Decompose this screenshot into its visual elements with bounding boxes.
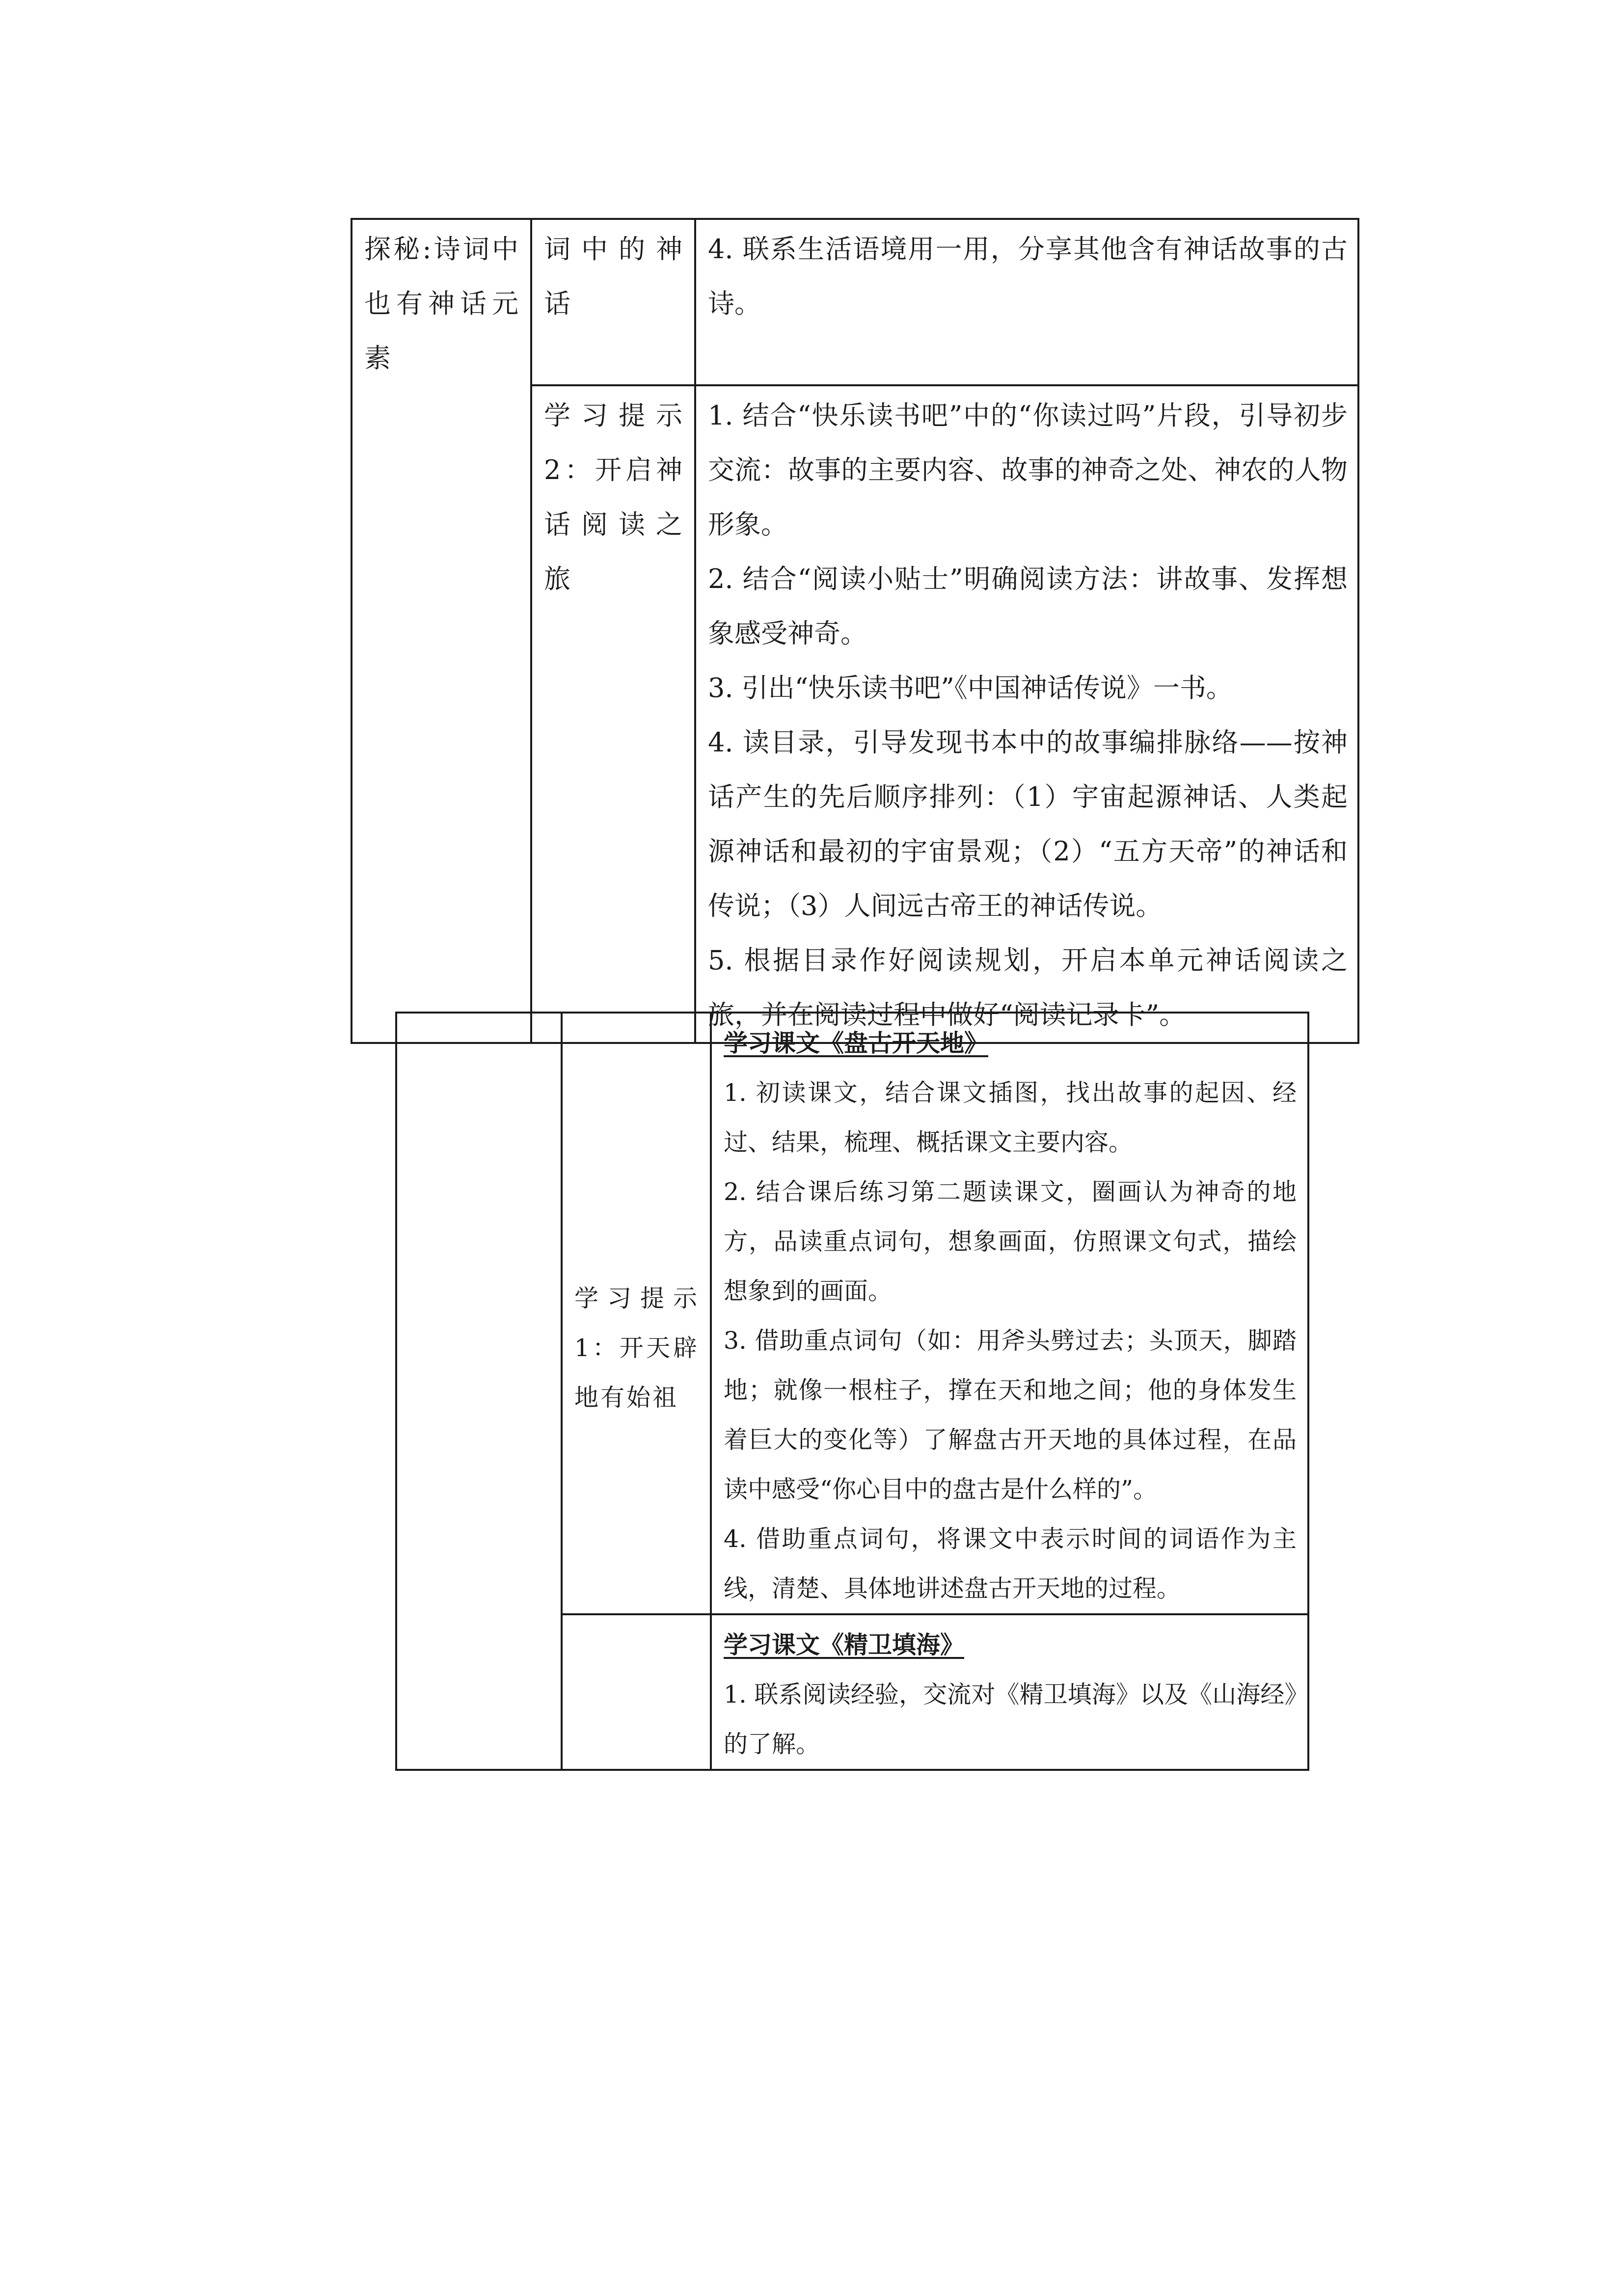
- activity-item: 1. 结合“快乐读书吧”中的“你读过吗”片段，引导初步交流：故事的主要内容、故事的神奇之处、神农的人物形象。: [708, 400, 1348, 540]
- activity-cell: [711, 1013, 1308, 1614]
- topic-label: 学习提示2：开启神话阅读之旅: [544, 400, 684, 594]
- lesson-table-lower: [395, 1012, 1309, 1771]
- table-row: [352, 385, 1358, 1043]
- empty-cell: [396, 1614, 562, 1770]
- topic-cell: [531, 385, 695, 1043]
- lesson-heading: 学习课文《精卫填海》: [724, 1630, 965, 1659]
- activity-item: 1. 初读课文，结合课文插图，找出故事的起因、经过、结果，梳理、概括课文主要内容。: [724, 1079, 1297, 1156]
- topic-cell: [562, 1614, 711, 1770]
- activity-cell: [695, 219, 1358, 385]
- activity-item: 2. 结合“阅读小贴士”明确阅读方法：讲故事、发挥想象感受神奇。: [708, 563, 1348, 649]
- activity-item: 4. 联系生活语境用一用，分享其他含有神话故事的古诗。: [708, 234, 1348, 319]
- topic-cell: [531, 219, 695, 385]
- section-title-cell: [352, 219, 531, 385]
- lesson-heading: 学习课文《盘古开天地》: [724, 1029, 989, 1057]
- activity-cell: [711, 1614, 1308, 1770]
- activity-item: 3. 引出“快乐读书吧”《中国神话传说》一书。: [708, 672, 1233, 703]
- table-row: [396, 1614, 1308, 1770]
- table-row: [396, 1013, 1308, 1614]
- lesson-table-upper: [351, 218, 1359, 1044]
- activity-cell: [695, 385, 1358, 1043]
- section-title: 探秘:诗词中也有神话元素: [364, 234, 520, 374]
- empty-cell: [352, 385, 531, 1043]
- activity-item: 4. 读目录，引导发现书本中的故事编排脉络——按神话产生的先后顺序排列：（1）宇宙起源神话、人类起源神话和最初的宇宙景观；（2）“五方天帝”的神话和传说；（3）人间远古帝王的神话传说。: [708, 727, 1348, 921]
- empty-cell: [396, 1013, 562, 1614]
- activity-item: 2. 结合课后练习第二题读课文，圈画认为神奇的地方，品读重点词句，想象画面，仿照课文句式，描绘想象到的画面。: [724, 1178, 1297, 1305]
- topic-label: 学习提示1：开天辟地有始祖: [574, 1284, 699, 1412]
- activity-item: 3. 借助重点词句（如：用斧头劈过去；头顶天，脚踏地；就像一根柱子，撑在天和地之间；他的身体发生着巨大的变化等）了解盘古开天地的具体过程，在品读中感受“你心目中的盘古是什么样的”。: [724, 1327, 1297, 1503]
- topic-cell: [562, 1013, 711, 1614]
- activity-item: 5. 根据目录作好阅读规划，开启本单元神话阅读之旅，并在阅读过程中做好“阅读记录卡”。: [708, 945, 1348, 1030]
- activity-item: 1. 联系阅读经验，交流对《精卫填海》以及《山海经》的了解。: [724, 1681, 1297, 1758]
- topic-label: 词中的神话: [544, 234, 684, 319]
- table-row: [352, 219, 1358, 385]
- activity-item: 4. 借助重点词句，将课文中表示时间的词语作为主线，清楚、具体地讲述盘古开天地的过程。: [724, 1525, 1297, 1602]
